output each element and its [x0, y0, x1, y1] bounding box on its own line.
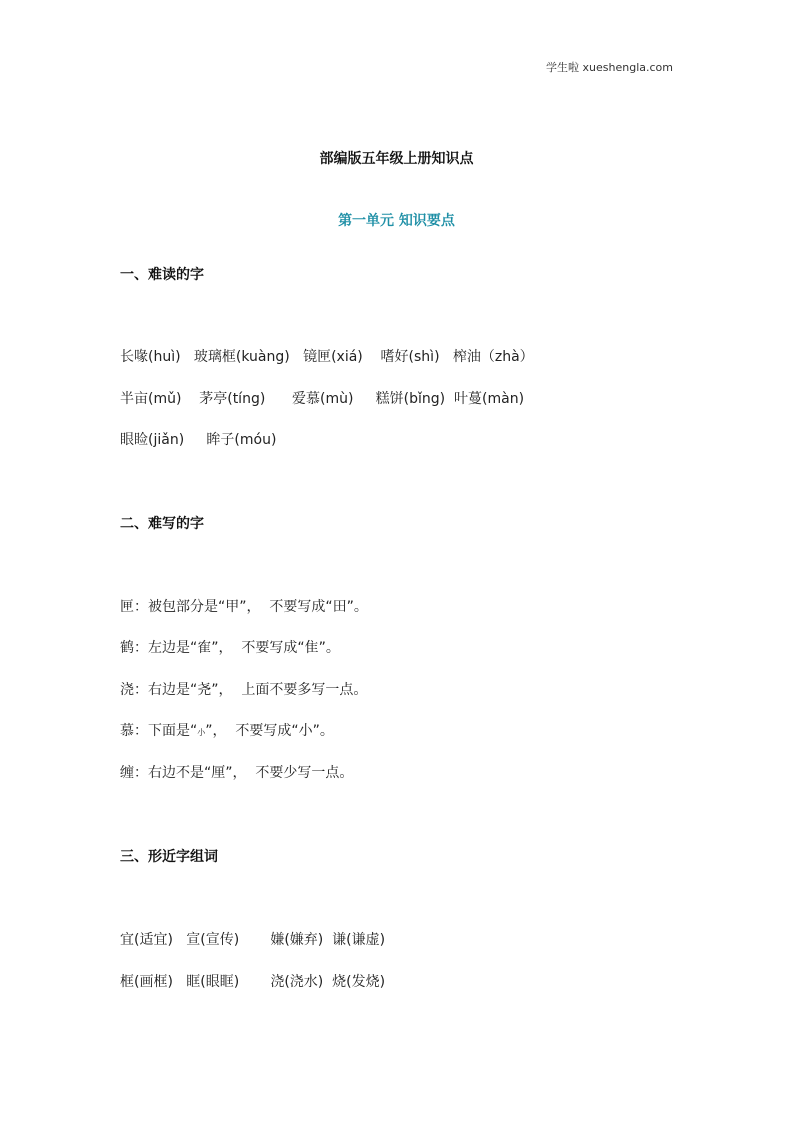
section-heading-hard-to-write: 二、难写的字: [120, 516, 204, 532]
writing-tip-prefix: 慕：下面是“: [120, 723, 198, 739]
section-heading-similar-characters: 三、形近字组词: [120, 849, 218, 865]
word-pair-line: 框(画框) 眶(眼眶) 浇(浇水) 烧(发烧): [120, 974, 386, 990]
pinyin-line: 半亩(mǔ) 茅亭(tíng) 爱慕(mù) 糕饼(bǐng) 叶蔓(màn): [120, 391, 525, 407]
writing-tip-line: 匣：被包部分是“甲”， 不要写成“田”。: [120, 599, 368, 615]
writing-tip-line: 缠：右边不是“厘”， 不要少写一点。: [120, 765, 354, 781]
small-character: 小: [197, 728, 206, 737]
document-title: 部编版五年级上册知识点: [319, 151, 474, 167]
pinyin-line: 长喙(huì) 玻璃框(kuàng) 镜匣(xiá) 嗜好(shì) 榨油（zhà）: [120, 349, 534, 365]
site-watermark: 学生啦 xueshengla.com: [546, 61, 673, 74]
writing-tip-suffix: ”， 不要写成“小”。: [205, 723, 334, 739]
writing-tip-line: 鹤：左边是“隺”， 不要写成“隹”。: [120, 640, 340, 656]
section-heading-hard-to-read: 一、难读的字: [120, 267, 204, 283]
pinyin-line: 眼睑(jiǎn) 眸子(móu): [120, 432, 277, 448]
word-pair-line: 宜(适宜) 宣(宣传) 嫌(嫌弃) 谦(谦虚): [120, 932, 386, 948]
writing-tip-line: 浇：右边是“尧”， 上面不要多写一点。: [120, 682, 368, 698]
writing-tip-line: [120, 720, 334, 740]
unit-title: 第一单元 知识要点: [338, 213, 455, 229]
